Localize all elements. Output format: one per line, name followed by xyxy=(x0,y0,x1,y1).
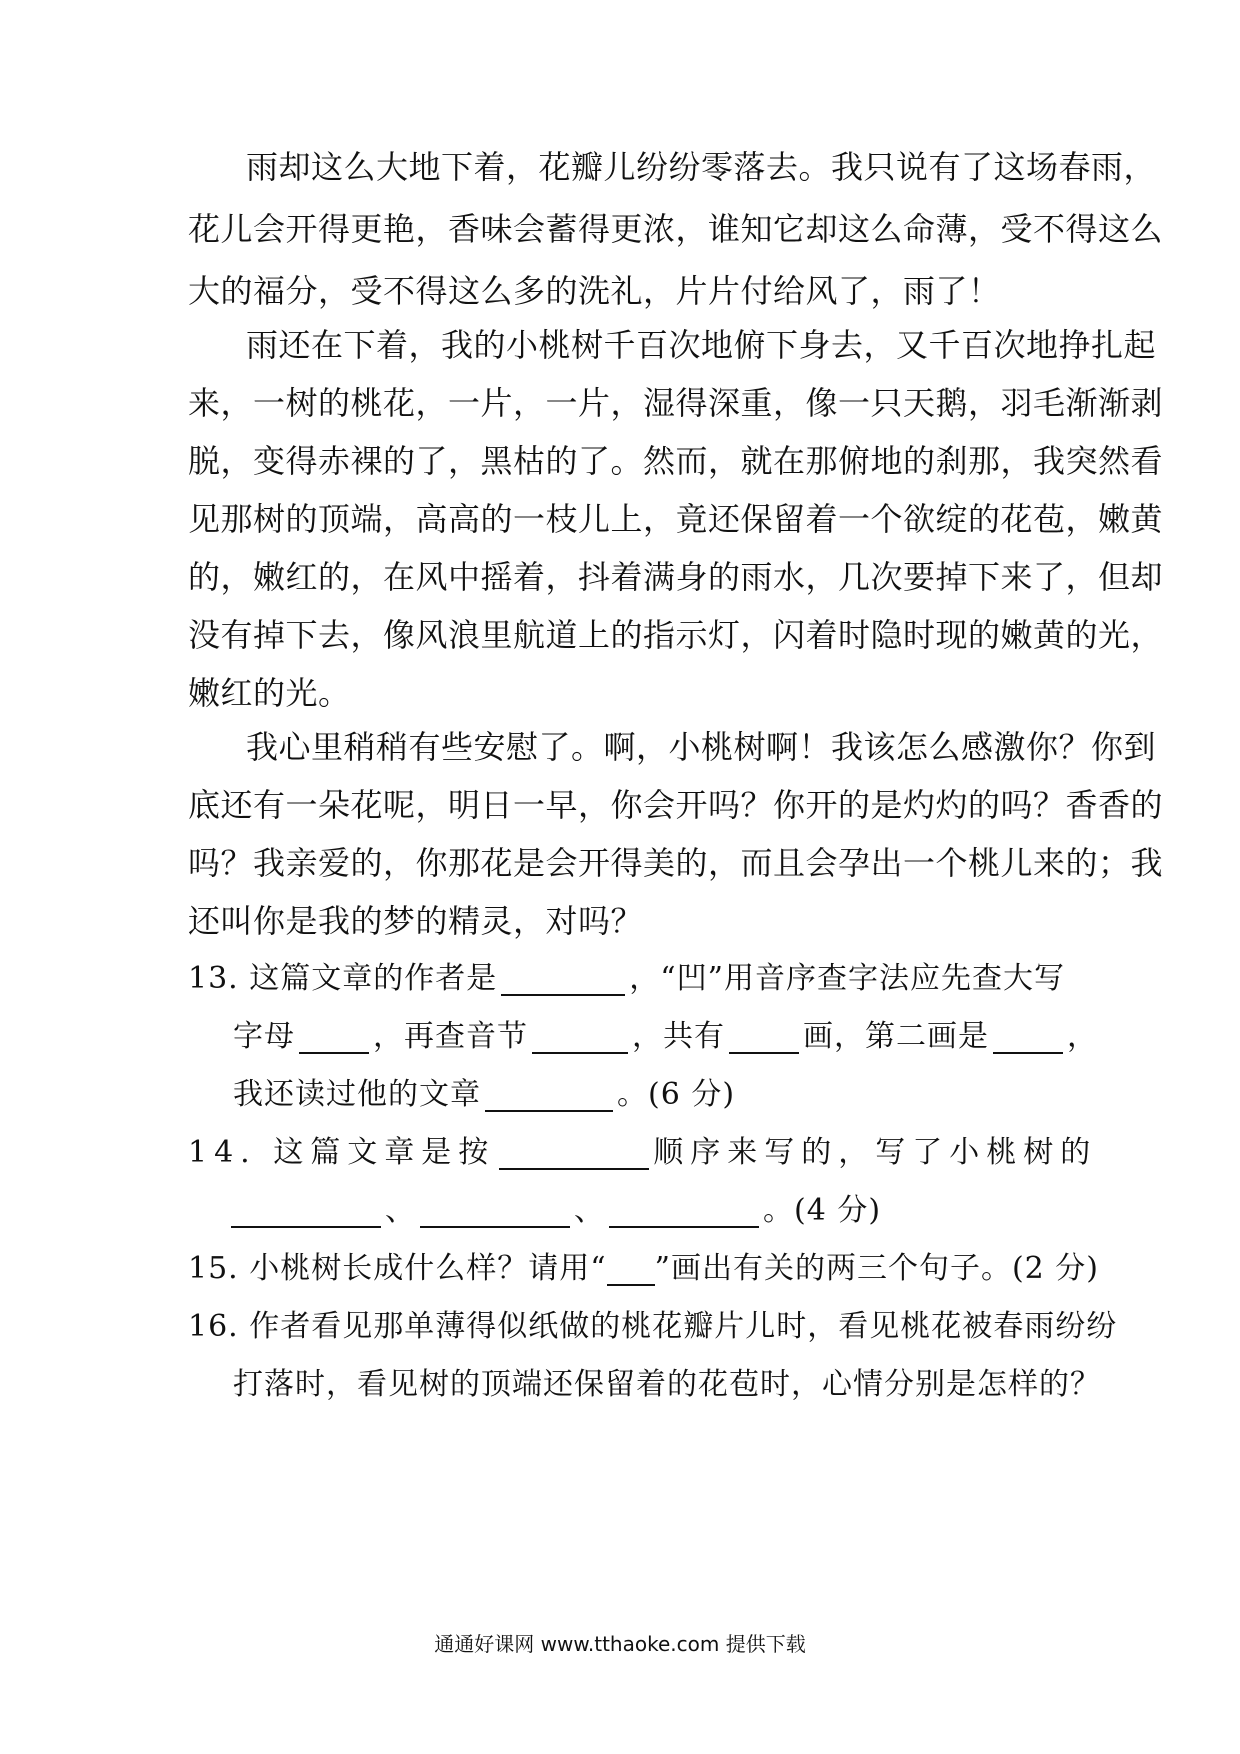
question-text: ， xyxy=(1067,1019,1098,1054)
question-16 xyxy=(188,1296,1118,1358)
answer-blank-syllable[interactable] xyxy=(532,1018,628,1054)
answer-blank-second-stroke[interactable] xyxy=(993,1018,1063,1054)
question-text: ，“凹”用音序查字法应先查大写 xyxy=(629,961,1065,996)
question-number: 13. xyxy=(188,961,239,996)
question-text: 。(4 分) xyxy=(763,1193,882,1228)
passage-line: 我心里稍稍有些安慰了。啊，小桃树啊！我该怎么感激你？你到 xyxy=(246,728,1157,766)
passage-line: 雨还在下着，我的小桃树千百次地俯下身去，又千百次地挣扎起 xyxy=(246,326,1157,364)
question-text: 。(6 分) xyxy=(617,1077,736,1112)
answer-blank-stage-3[interactable] xyxy=(609,1192,759,1228)
answer-blank-stage-2[interactable] xyxy=(420,1192,570,1228)
question-text: 字母 xyxy=(233,1019,295,1054)
passage-line: 还叫你是我的梦的精灵，对吗？ xyxy=(188,902,644,940)
question-number: 16. xyxy=(188,1309,239,1344)
answer-blank-order[interactable] xyxy=(499,1134,649,1170)
question-13 xyxy=(188,948,1065,1010)
passage-line: 来，一树的桃花，一片，一片，湿得深重，像一只天鹅，羽毛渐渐剥 xyxy=(188,384,1164,422)
question-text: 作者看见那单薄得似纸做的桃花瓣片儿时，看见桃花被春雨纷纷 xyxy=(249,1309,1118,1344)
passage-line: 底还有一朵花呢，明日一早，你会开吗？你开的是灼灼的吗？香香的 xyxy=(188,786,1164,824)
question-text: ”画出有关的两三个句子。(2 分) xyxy=(654,1251,1099,1286)
passage-line: 花儿会开得更艳，香味会蓄得更浓，谁知它却这么命薄，受不得这么 xyxy=(188,210,1164,248)
passage-line: 见那树的顶端，高高的一枝儿上，竟还保留着一个欲绽的花苞，嫩黄 xyxy=(188,500,1164,538)
question-14-line-2 xyxy=(231,1180,1103,1242)
question-text: 顺序来写的，写了小桃树的 xyxy=(653,1135,1098,1170)
question-text: ，再查音节 xyxy=(373,1019,528,1054)
question-14 xyxy=(188,1122,1098,1184)
passage-line: 吗？我亲爱的，你那花是会开得美的，而且会孕出一个桃儿来的；我 xyxy=(188,844,1164,882)
question-text: 这篇文章是按 xyxy=(273,1135,496,1170)
question-text: 这篇文章的作者是 xyxy=(249,961,498,996)
question-15 xyxy=(188,1238,1099,1300)
question-13-line-3 xyxy=(233,1064,1105,1126)
question-13-line-2 xyxy=(233,1006,1105,1068)
passage-line: 嫩红的光。 xyxy=(188,674,351,712)
passage-line: 的，嫩红的，在风中摇着，抖着满身的雨水，几次要掉下来了，但却 xyxy=(188,558,1164,596)
question-16-line-2 xyxy=(233,1354,1105,1416)
question-text: ，共有 xyxy=(632,1019,725,1054)
answer-blank-stage-1[interactable] xyxy=(231,1192,381,1228)
passage-line: 没有掉下去，像风浪里航道上的指示灯，闪着时隐时现的嫩黄的光， xyxy=(188,616,1164,654)
answer-blank-author[interactable] xyxy=(501,960,625,996)
passage-line: 雨却这么大地下着，花瓣儿纷纷零落去。我只说有了这场春雨， xyxy=(246,148,1157,186)
answer-blank-strokes[interactable] xyxy=(729,1018,799,1054)
underline-sample xyxy=(607,1250,655,1286)
answer-blank-article[interactable] xyxy=(485,1076,613,1112)
question-text: 打落时，看见树的顶端还保留着的花苞时，心情分别是怎样的？ xyxy=(233,1367,1101,1402)
page-footer: 通通好课网 www.tthaoke.com 提供下载 xyxy=(434,1632,806,1656)
question-text: 画，第二画是 xyxy=(803,1019,989,1054)
question-text: 我还读过他的文章 xyxy=(233,1077,481,1112)
separator: 、 xyxy=(385,1193,416,1228)
question-number: 14. xyxy=(188,1135,257,1170)
answer-blank-letter[interactable] xyxy=(299,1018,369,1054)
passage-line: 脱，变得赤裸的了，黑枯的了。然而，就在那俯地的刹那，我突然看 xyxy=(188,442,1164,480)
question-number: 15. xyxy=(188,1251,239,1286)
separator: 、 xyxy=(574,1193,605,1228)
question-text: 小桃树长成什么样？请用“ xyxy=(249,1251,607,1286)
passage-line: 大的福分，受不得这么多的洗礼，片片付给风了，雨了！ xyxy=(188,272,1001,310)
